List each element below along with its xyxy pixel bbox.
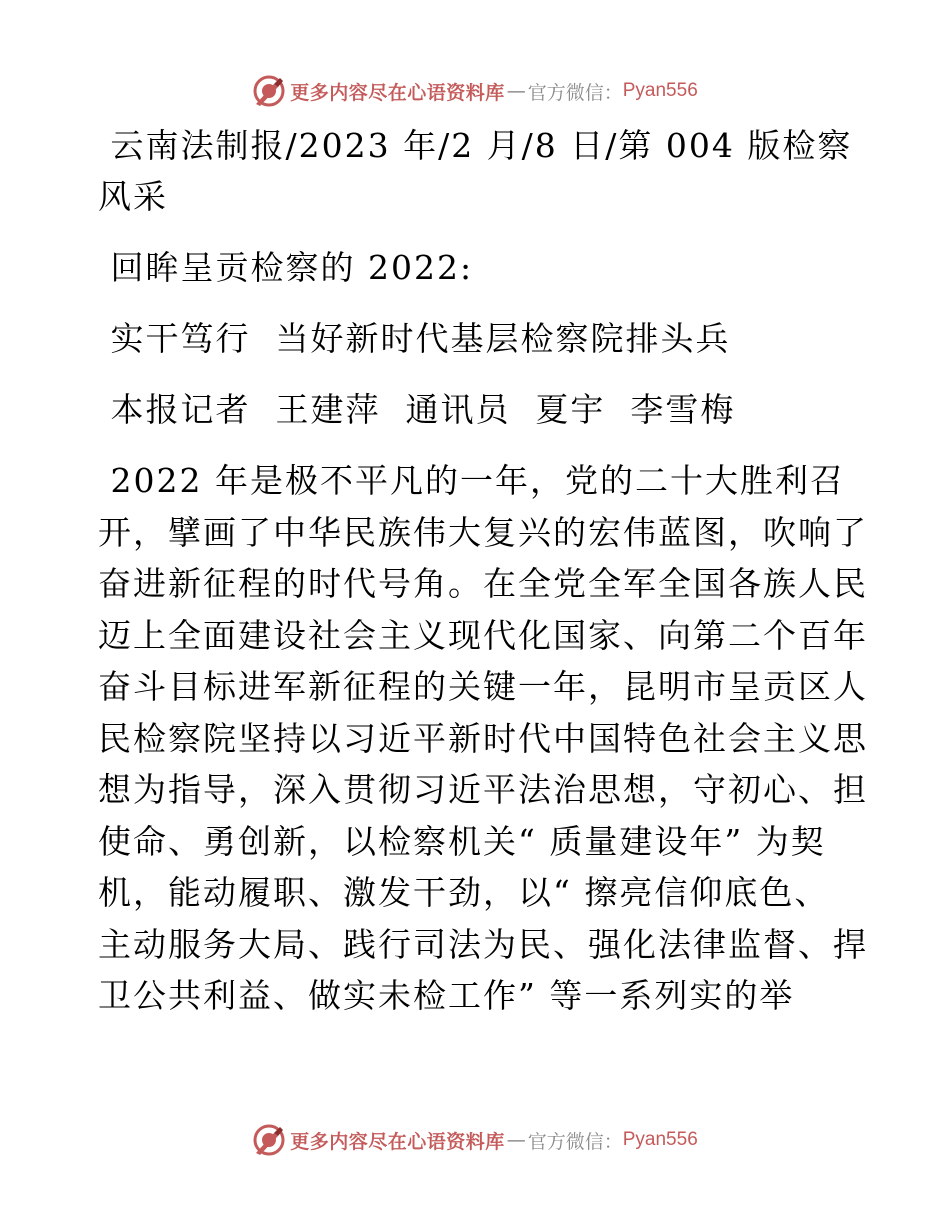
paragraph-line: 想为指导，深入贯彻习近平法治思想，守初心、担: [98, 770, 868, 809]
paragraph-line: 开，擘画了中华民族伟大复兴的宏伟蓝图，吹响了: [98, 512, 868, 552]
paragraph-line: 奋进新征程的时代号角。在全党全军全国各族人民: [98, 564, 868, 603]
paragraph-line: 奋斗目标进军新征程的关键一年，昆明市呈贡区人: [98, 667, 868, 706]
bottom-banner: [0, 1120, 950, 1160]
banner-text: 更多内容尽在心语资料库: [290, 81, 505, 104]
source-line: 云南法制报/2023 年/2 月/8 日/第 004 版检察: [98, 126, 853, 165]
banner-wechat-id: Pyan556: [622, 1129, 698, 1150]
byline: 本报记者 王建萍 通讯员 夏宇 李雪梅: [98, 390, 736, 429]
paragraph-line: 2022 年是极不平凡的一年，党的二十大胜利召: [98, 461, 845, 500]
pen-logo-icon: [252, 1123, 286, 1157]
paragraph-line: 主动服务大局、践行司法为民、强化法律监督、捍: [98, 924, 868, 964]
source-line-continued: 风采: [98, 177, 168, 216]
top-banner: [0, 71, 950, 111]
banner-separator: —: [506, 1129, 526, 1151]
paragraph-line: 使命、勇创新，以检察机关“ 质量建设年” 为契: [98, 821, 826, 861]
article-title: 回眸呈贡检察的 2022:: [98, 248, 474, 287]
body-paragraph: [98, 455, 868, 1022]
article-subtitle: 实干笃行 当好新时代基层检察院排头兵: [98, 319, 731, 358]
paragraph-line: 民检察院坚持以习近平新时代中国特色社会主义思: [98, 718, 868, 758]
pen-logo-icon: [252, 74, 286, 108]
paragraph-line: 迈上全面建设社会主义现代化国家、向第二个百年: [98, 615, 868, 655]
document-body: [98, 120, 868, 1022]
paragraph-line: 卫公共利益、做实未检工作” 等一系列实的举: [98, 976, 795, 1015]
banner-wechat-id: Pyan556: [622, 80, 698, 101]
banner-official-label: 官方微信：: [527, 81, 623, 104]
banner-text: 更多内容尽在心语资料库: [290, 1130, 505, 1153]
banner-separator: —: [506, 80, 526, 102]
paragraph-line: 机，能动履职、激发干劲，以“ 擦亮信仰底色、: [98, 873, 830, 912]
banner-official-label: 官方微信：: [527, 1130, 623, 1153]
